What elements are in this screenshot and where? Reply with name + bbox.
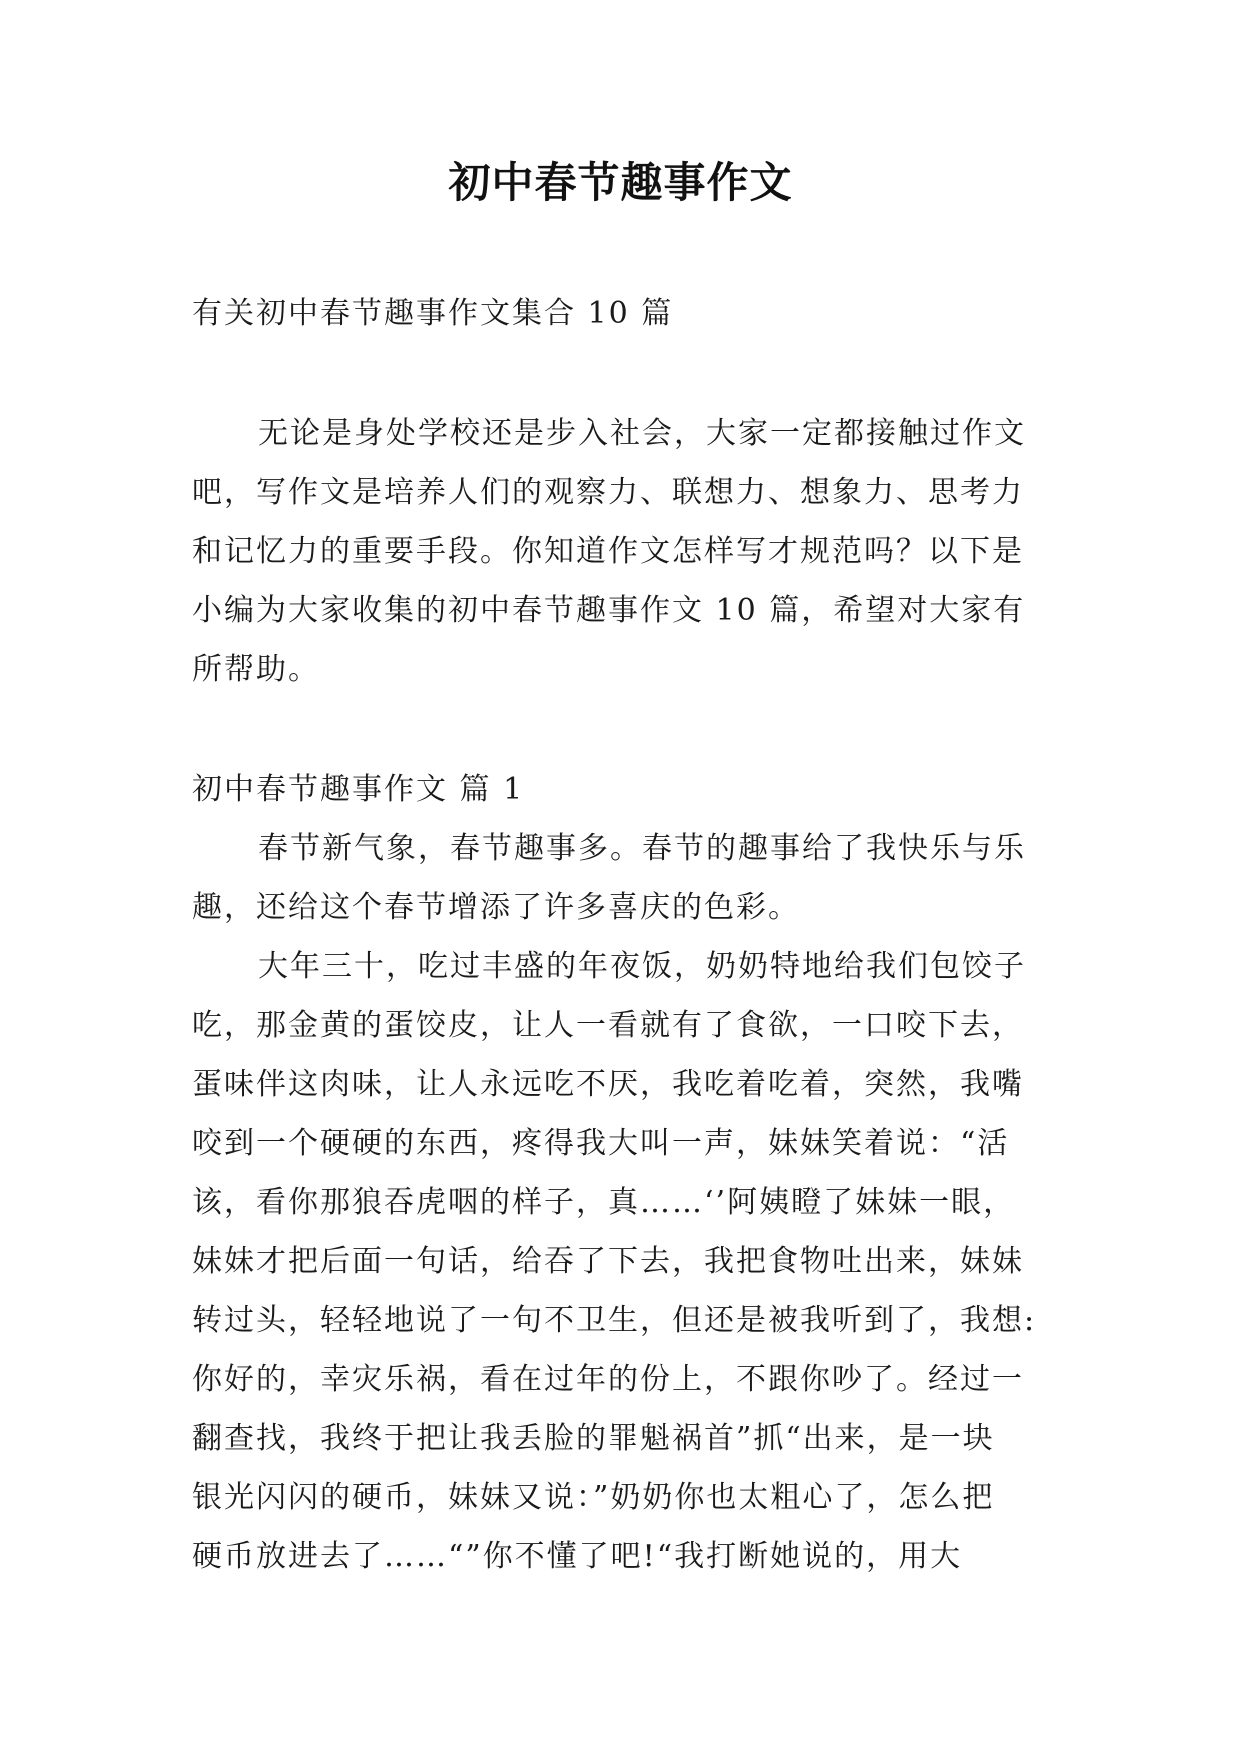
document-subtitle: 有关初中春节趣事作文集合 10 篇 bbox=[192, 296, 674, 331]
intro-line: 吧，写作文是培养人们的观察力、联想力、想象力、思考力 bbox=[192, 475, 1024, 510]
body-line: 硬币放进去了……“”你不懂了吧!“我打断她说的，用大 bbox=[192, 1539, 963, 1574]
document-title: 初中春节趣事作文 bbox=[448, 158, 793, 207]
body-line: 大年三十，吃过丰盛的年夜饭，奶奶特地给我们包饺子 bbox=[258, 949, 1026, 984]
section-body bbox=[192, 829, 1052, 1596]
body-line: 趣，还给这个春节增添了许多喜庆的色彩。 bbox=[192, 890, 800, 925]
body-line: 该，看你那狼吞虎咽的样子，真……‘’阿姨瞪了妹妹一眼， bbox=[192, 1185, 1016, 1220]
body-line: 翻查找，我终于把让我丢脸的罪魁祸首”抓“出来，是一块 bbox=[192, 1421, 995, 1456]
body-line: 银光闪闪的硬币，妹妹又说：”奶奶你也太粗心了，怎么把 bbox=[192, 1480, 995, 1515]
section-heading: 初中春节趣事作文 篇 1 bbox=[192, 772, 525, 807]
body-line: 吃，那金黄的蛋饺皮，让人一看就有了食欲，一口咬下去， bbox=[192, 1008, 1024, 1043]
intro-line: 无论是身处学校还是步入社会，大家一定都接触过作文 bbox=[258, 416, 1026, 451]
body-line: 你好的，幸灾乐祸，看在过年的份上，不跟你吵了。经过一 bbox=[192, 1362, 1024, 1397]
body-line: 春节新气象，春节趣事多。春节的趣事给了我快乐与乐 bbox=[258, 831, 1026, 866]
intro-line: 和记忆力的重要手段。你知道作文怎样写才规范吗？以下是 bbox=[192, 534, 1024, 569]
body-line: 转过头，轻轻地说了一句不卫生，但还是被我听到了，我想: bbox=[192, 1303, 1037, 1338]
body-line: 咬到一个硬硬的东西，疼得我大叫一声，妹妹笑着说：“活 bbox=[192, 1126, 1010, 1161]
body-line: 蛋味伴这肉味，让人永远吃不厌，我吃着吃着，突然，我嘴 bbox=[192, 1067, 1024, 1102]
body-line: 妹妹才把后面一句话，给吞了下去，我把食物吐出来，妹妹 bbox=[192, 1244, 1024, 1279]
intro-line: 小编为大家收集的初中春节趣事作文 10 篇，希望对大家有 bbox=[192, 593, 1026, 628]
intro-paragraph bbox=[192, 414, 1052, 709]
intro-line: 所帮助。 bbox=[192, 652, 320, 687]
